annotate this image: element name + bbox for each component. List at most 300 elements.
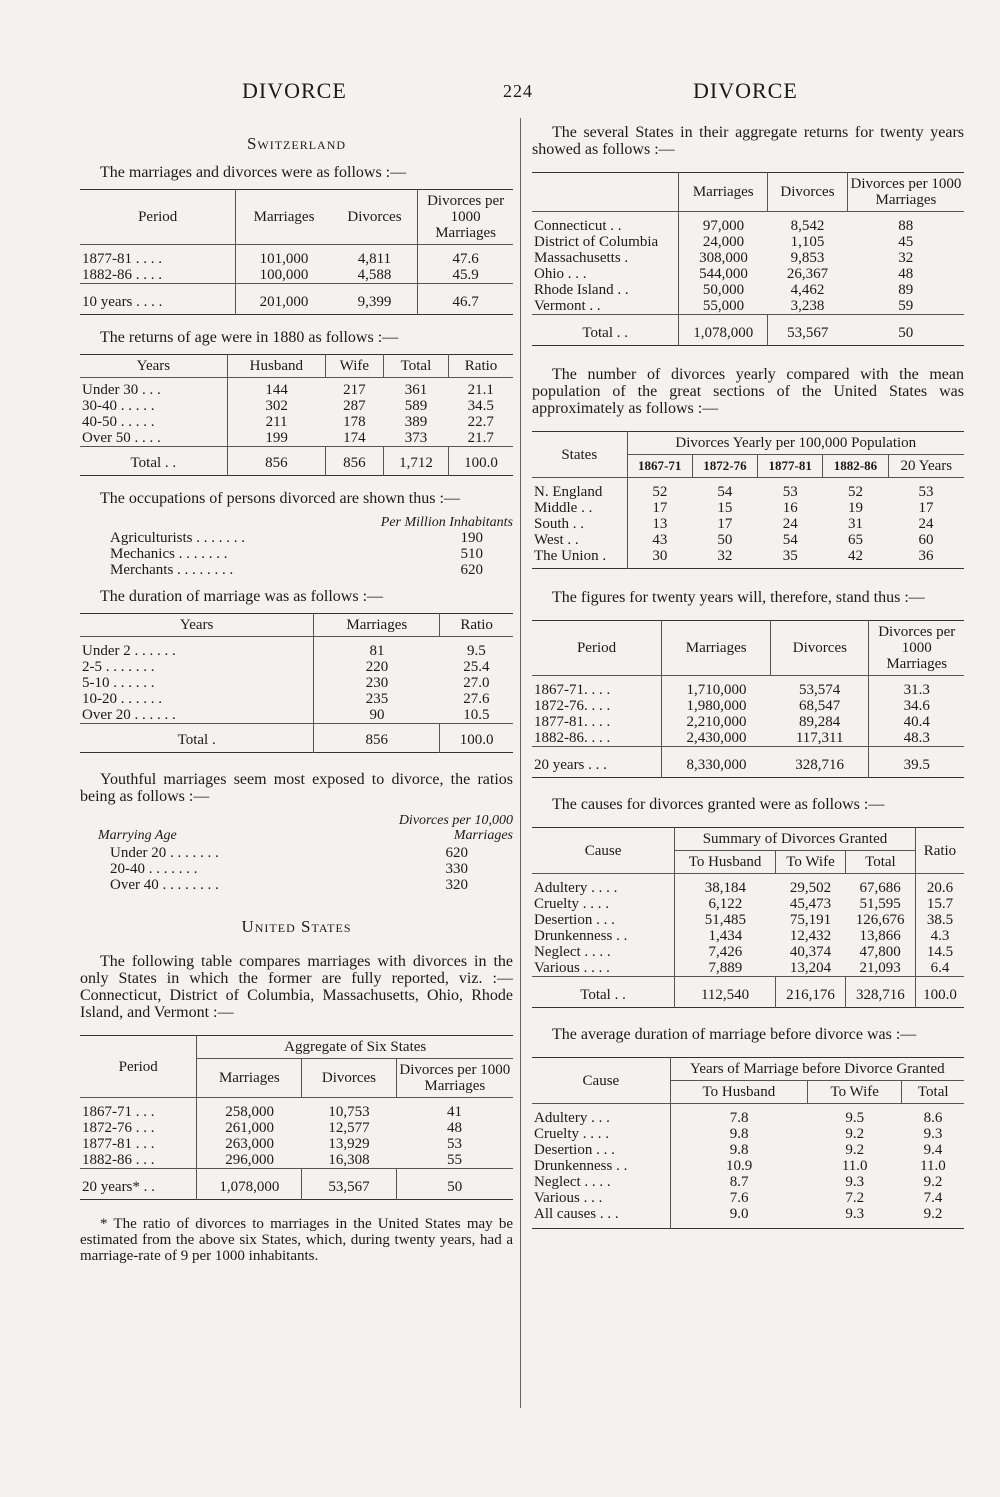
cell: 22.7 [467,414,494,430]
cell: 52 [847,484,863,500]
cell: Massachusetts . [534,250,629,266]
cell: 26,367 [786,266,829,282]
col-header: 1872-76 [692,455,757,478]
cell: 27.0 [463,675,490,691]
cell: 14.5 [915,944,964,960]
cell: 29,502 [789,880,832,896]
cell: 48 [447,1120,463,1136]
page-number: 224 [503,81,533,101]
group-header: Aggregate of Six States [197,1036,513,1059]
cell: 1877-81 . . . . [82,251,162,267]
cell: 296,000 [197,1152,302,1169]
cell: 81 [314,637,440,660]
item-label: 20-40 . . . . . . . [110,861,198,877]
cell: 13,866 [859,928,901,944]
occupations-list [80,515,513,578]
cell: 7.8 [670,1104,807,1127]
six-states-table [80,1035,513,1200]
col-header: Divorces [302,1059,396,1098]
cell: 101,000 [236,245,332,268]
cell: 1872-76. . . . [534,698,611,714]
cell: 24 [782,516,798,532]
cell: 589 [404,398,428,414]
total-row [80,1169,513,1200]
cell: 1877-81. . . . [534,714,611,730]
table-row [532,234,964,250]
cell: 201,000 [236,284,332,315]
cell: Under 30 . . . [82,382,161,398]
cell: 11.0 [841,1158,868,1174]
cell: 45,473 [789,896,832,912]
cell: 50 [396,1169,513,1200]
states-table [532,172,964,346]
table-row [80,659,513,675]
cell: 308,000 [679,250,768,266]
total-row [532,747,964,778]
cell: 50 [898,325,914,341]
cell: 4,462 [790,282,825,298]
cell: 31 [847,516,863,532]
cell: 53 [447,1136,463,1152]
cell: 25.4 [463,659,490,675]
average-duration-intro: The average duration of marriage before divorce was :— [552,1026,917,1043]
cell: 1,078,000 [197,1169,302,1200]
twenty-years-table [532,620,964,778]
cell: 126,676 [855,912,905,928]
col-header: 1877-81 [758,455,823,478]
cell: 7,426 [675,944,776,960]
states-intro: The several States in their aggregate returns for twenty years showed as follows :— [532,124,964,158]
cell: Total . [177,732,216,748]
cell: 8.7 [670,1174,807,1190]
cell: 100.0 [440,724,513,753]
col-header: Marriages [236,190,332,245]
group-header: Summary of Divorces Granted [675,828,916,851]
cell: 48.3 [869,730,964,747]
cell: 65 [847,532,863,548]
cell: 9,399 [357,294,392,310]
col-header: Marriages [314,614,440,637]
col-header: To Wife [776,851,846,874]
cell: 8.6 [923,1110,943,1126]
cell: 32 [898,250,914,266]
table-row [532,266,964,282]
list-item [80,845,513,861]
cell: 8,542 [790,218,825,234]
group-header: Years of Marriage before Divorce Granted [670,1058,964,1081]
cell: 20.6 [915,874,964,897]
cell: 17 [918,500,934,516]
cell: 1,078,000 [679,315,768,346]
cell: 40,374 [789,944,832,960]
cell: Cruelty . . . . [534,1126,609,1142]
table-row [532,960,964,977]
cell: 9.3 [845,1174,865,1190]
cell: 90 [314,707,440,724]
cell: Middle . . [534,500,593,516]
cell: 13,929 [328,1136,370,1152]
cell: 50 [717,532,733,548]
total-row [80,284,513,315]
cell: 7.2 [845,1190,865,1206]
col-header: 20 Years [888,455,964,478]
youthful-list [80,813,513,893]
cell: 32 [717,548,733,564]
cell: District of Columbia [534,234,659,250]
cell: 15.7 [915,896,964,912]
cell: 48 [898,266,914,282]
cell: Over 50 . . . . [82,430,161,446]
cell: 856 [325,447,383,476]
cell: 50,000 [679,282,768,298]
cell: 3,238 [790,298,825,314]
cell: 47,800 [859,944,901,960]
list-item [80,530,513,546]
col-header: Divorces per 1000 Marriages [396,1059,513,1098]
cell: 89 [898,282,914,298]
cell: 1877-81 . . . [82,1136,155,1152]
cell: 217 [343,382,366,398]
cell: 60 [918,532,934,548]
item-label: Merchants . . . . . . . . [110,562,234,578]
cell: 53,567 [768,315,848,346]
item-value: 620 [460,562,483,578]
table-row [532,1206,964,1229]
cell: 9.8 [670,1142,807,1158]
table-row [80,1136,513,1152]
cell: 11.0 [920,1158,946,1174]
cell: Adultery . . . [534,1110,610,1126]
table-row [532,298,964,315]
cell: 1,105 [790,234,825,250]
duration-intro: The duration of marriage was as follows :— [100,588,384,605]
cell: N. England [534,484,603,500]
cell: 88 [898,218,914,234]
cell: Vermont . . [534,298,601,314]
cell: 5-10 . . . . . . [82,675,155,691]
cell: 10,753 [328,1104,370,1120]
cell: 40-50 . . . . . [82,414,155,430]
cell: 4,811 [357,251,392,267]
col-header: Marriages [679,173,768,212]
table-row [532,478,964,501]
cell: Rhode Island . . [534,282,629,298]
cell: 544,000 [679,266,768,282]
table-row [532,532,964,548]
cell: 1882-86 . . . [82,1152,155,1168]
item-label: Over 40 . . . . . . . . [110,877,219,893]
causes-table [532,827,964,1008]
duration-table [80,613,513,753]
cell: 9.3 [923,1126,943,1142]
cell: 19 [847,500,863,516]
cell: Total . . [580,987,626,1003]
cell: 21.7 [467,430,494,446]
col-header: Period [576,640,617,656]
table-row [532,548,964,569]
table-row [532,714,964,730]
table-row [532,698,964,714]
cell: 235 [314,691,440,707]
table-row [80,675,513,691]
cell: 361 [404,382,428,398]
col-header: Ratio [915,828,964,874]
cell: 261,000 [197,1120,302,1136]
cell: 45 [898,234,914,250]
item-value: 320 [445,877,468,893]
cell: 7.4 [923,1190,943,1206]
cell: 55,000 [679,298,768,315]
cell: 9.5 [467,643,486,659]
col-header: Total [845,851,915,874]
cell: 856 [227,447,325,476]
cell: 36 [918,548,934,564]
column-divider [520,118,521,1408]
cell: 10-20 . . . . . . [82,691,162,707]
cell: 9.2 [923,1174,943,1190]
cell: Cruelty . . . . [534,896,609,912]
cell: 20 years* . . [82,1179,155,1195]
cell: 17 [717,516,733,532]
col-header: Period [138,209,178,225]
cell: 55 [447,1152,463,1168]
cell: 1882-86. . . . [534,730,611,746]
cell: 2,210,000 [662,714,771,730]
cell: 12,432 [789,928,832,944]
cell: 1867-71. . . . [534,682,611,698]
col-header: Cause [532,1058,670,1104]
col-header: Ratio [440,614,513,637]
switzerland-heading: Switzerland [246,134,347,153]
table-row [532,1126,964,1142]
cell: 89,284 [799,714,841,730]
cell: Connecticut . . [534,218,622,234]
col-header: Years [179,617,214,633]
cell: 328,716 [845,977,915,1008]
cell: 10.5 [463,707,490,723]
table-row [532,250,964,266]
item-label: Under 20 . . . . . . . [110,845,219,861]
item-value: 330 [445,861,468,877]
cell: 174 [343,430,366,446]
age-intro: The returns of age were in 1880 as follows :— [100,329,399,346]
col-header: 1882-86 [823,455,888,478]
cell: 7.6 [670,1190,807,1206]
cell: Neglect . . . . [534,1174,611,1190]
total-row [532,977,964,1008]
cell: 199 [227,430,325,447]
cell: Desertion . . . [534,1142,615,1158]
table-row [532,1190,964,1206]
cell: 30 [627,548,692,569]
population-intro: The number of divorces yearly compared with the mean population of the great sections of the United States was approximately as follows :— [532,366,964,417]
table-row [80,245,513,268]
list-item [80,546,513,562]
cell: 45.9 [418,267,513,284]
table-row [80,430,513,447]
cell: 12,577 [328,1120,370,1136]
cell: 302 [227,398,325,414]
col-header: Divorces per 1000 Marriages [418,190,513,245]
cell: Under 2 . . . . . . [82,643,176,659]
cell: 178 [343,414,366,430]
cell: 1,434 [675,928,776,944]
cell: 51,485 [675,912,776,928]
cell: 9.0 [670,1206,807,1229]
cell: Various . . . [534,1190,603,1206]
cell: 220 [314,659,440,675]
cell: 17 [627,500,692,516]
col-header: Wife [325,355,383,378]
cell: 38,184 [675,874,776,897]
col-header: Marriages [197,1059,302,1098]
list-item [80,877,513,893]
cell: 100.0 [915,977,964,1008]
cell: The Union . [534,548,607,564]
cell: 21.1 [467,382,494,398]
total-row [80,447,513,476]
col-header: States [532,432,627,478]
cell: Neglect . . . . [534,944,611,960]
col-header: Total [383,355,448,378]
age-table [80,354,513,476]
col-header: 1867-71 [627,455,692,478]
table-row [532,516,964,532]
cell: 263,000 [197,1136,302,1152]
col-header: Divorces [768,173,848,212]
footnote: * The ratio of divorces to marriages in the United States may be estimated from the above six States, which, during twenty years, had a marriage-rate of 9 per 1000 inhabitants. [80,1216,513,1264]
cell: 31.3 [869,676,964,699]
col-header: Total [902,1081,964,1104]
table-row [80,378,513,399]
cell: 1,980,000 [662,698,771,714]
cell: 2-5 . . . . . . . [82,659,155,675]
cell: 100,000 [236,267,332,284]
group-header: Divorces Yearly per 100,000 Population [627,432,964,455]
cell: 30-40 . . . . . [82,398,155,414]
cell: 54 [782,532,798,548]
cell: 47.6 [418,245,513,268]
cell: 4,588 [357,267,392,283]
table-row [80,1120,513,1136]
cell: 41 [447,1104,463,1120]
cell: West . . [534,532,579,548]
col-header [532,173,679,212]
table-row [80,267,513,284]
cell: 117,311 [795,730,844,746]
cell: Various . . . . [534,960,610,976]
cell: 856 [314,724,440,753]
cell: Drunkenness . . [534,1158,628,1174]
cell: 52 [627,478,692,501]
table-row [532,1158,964,1174]
table-row [80,414,513,430]
col-header: To Husband [675,851,776,874]
table-row [532,896,964,912]
cell: 9.8 [670,1126,807,1142]
table-row [532,912,964,928]
cell: 9,853 [790,250,825,266]
table-row [80,691,513,707]
cell: 7,889 [675,960,776,977]
cell: 43 [627,532,692,548]
total-row [80,724,513,753]
causes-intro: The causes for divorces granted were as follows :— [552,796,885,813]
right-column [532,118,964,1243]
cell: 42 [847,548,863,564]
col-header: To Wife [807,1081,901,1104]
running-head-left: DIVORCE [242,78,347,103]
cell: 13 [627,516,692,532]
cell: 389 [404,414,428,430]
cell: Desertion . . . [534,912,615,928]
cell: 230 [314,675,440,691]
left-column [80,118,513,1272]
cell: All causes . . . [534,1206,619,1222]
cell: 328,716 [795,757,844,773]
cell: 9.5 [845,1110,865,1126]
cell: 2,430,000 [662,730,771,747]
table-row [532,1142,964,1158]
running-head-right: DIVORCE [693,78,798,103]
item-label: Mechanics . . . . . . . [110,546,228,562]
table-row [532,944,964,960]
total-row [532,315,964,346]
cell: 34.6 [869,698,964,714]
list-item [80,562,513,578]
cell: 54 [717,484,733,500]
cell: Ohio . . . [534,266,587,282]
cell: Total . . [582,325,628,341]
cell: 6.4 [915,960,964,977]
cell: 16 [782,500,798,516]
cell: 38.5 [915,912,964,928]
united-states-heading: United States [241,917,352,936]
item-value: 190 [460,530,483,546]
cell: 373 [404,430,428,446]
cell: 9.2 [923,1206,943,1222]
list-item [80,861,513,877]
table-row [80,398,513,414]
occupations-header: Per Million Inhabitants [380,515,513,530]
cell: 10 years . . . . [82,294,163,310]
col-header: Divorces [771,621,869,676]
col-header: Marriages [662,621,771,676]
cell: 9.4 [923,1142,943,1158]
cell: 211 [227,414,325,430]
cell: 39.5 [869,747,964,778]
table-row [532,730,964,747]
table-row [532,282,964,298]
cell: 144 [227,378,325,399]
cell: 34.5 [467,398,494,414]
swiss-table [80,189,513,315]
col-header: Years [136,358,171,374]
table-row [532,874,964,897]
cell: 24,000 [679,234,768,250]
cell: 97,000 [679,212,768,235]
youthful-header-left: Marrying Age [98,828,177,843]
cell: 6,122 [675,896,776,912]
population-table [532,431,964,569]
cell: 53 [918,484,934,500]
table-row [532,1174,964,1190]
cell: 40.4 [869,714,964,730]
cell: 1,710,000 [662,676,771,699]
cell: 68,547 [799,698,841,714]
col-header: To Husband [670,1081,807,1104]
table-row [532,212,964,235]
